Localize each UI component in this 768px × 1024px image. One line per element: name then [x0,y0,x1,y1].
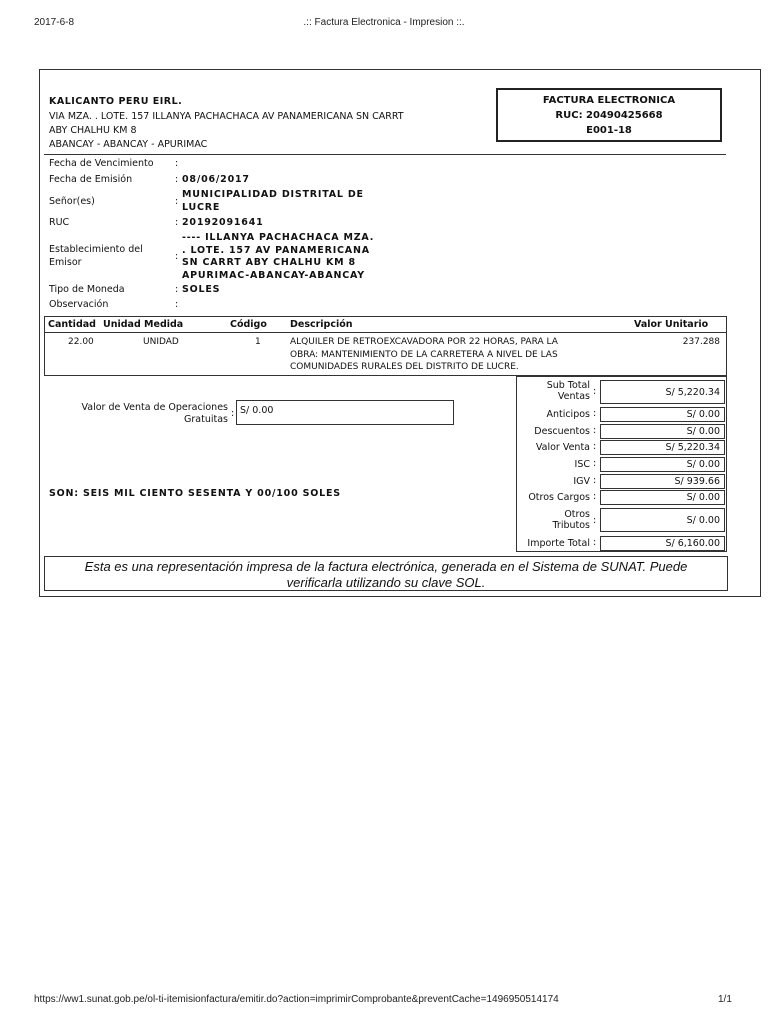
emision-label: Fecha de Emisión [49,174,133,185]
col-header-cantidad: Cantidad [48,319,96,330]
senor-value-line-2: LUCRE [182,201,221,213]
colon: : [593,408,597,419]
gratuitas-value: S/ 0.00 [240,405,274,416]
colon: : [175,174,179,185]
colon: : [593,386,597,397]
isc-label: ISC [574,459,590,470]
issuer-block [49,95,404,152]
row-descripcion-line-2: OBRA: MANTENIMIENTO DE LA CARRETERA A NIVEL DE LAS [290,349,558,360]
colon: : [175,251,179,262]
establecimiento-value-line-4: APURIMAC-ABANCAY-ABANCAY [182,269,365,281]
establecimiento-label [49,244,143,269]
subtotal-value: S/ 5,220.34 [600,380,725,404]
otros-tributos-label-line-2: Tributos [552,520,590,531]
colon: : [593,425,597,436]
document-box [496,88,722,142]
document-number: E001-18 [586,125,632,136]
importe-total-label: Importe Total [527,538,590,549]
amount-in-words: SON: SEIS MIL CIENTO SESENTA Y 00/100 SOLES [49,488,341,499]
colon: : [175,284,179,295]
header-divider [44,154,726,155]
isc-value: S/ 0.00 [600,457,725,472]
colon: : [593,491,597,502]
igv-label: IGV [573,476,590,487]
colon: : [231,408,235,419]
col-header-valor: Valor Unitario [634,319,709,330]
otros-tributos-value: S/ 0.00 [600,508,725,532]
emision-value: 08/06/2017 [182,174,250,185]
issuer-name: KALICANTO PERU EIRL. [49,96,183,107]
subtotal-label-line-1: Sub Total [546,380,590,391]
otros-cargos-label: Otros Cargos [528,492,590,503]
anticipos-value: S/ 0.00 [600,407,725,422]
colon: : [175,196,179,207]
subtotal-label [500,380,590,402]
row-codigo: 1 [255,337,261,347]
print-url: https://ww1.sunat.gob.pe/ol-ti-itemisionfactura/emitir.do?action=imprimirComprobante&preventCache=1496950514174 [34,994,559,1005]
issuer-address-line-1: VIA MZA. . LOTE. 157 ILLANYA PACHACHACA AV PANAMERICANA SN CARRT [49,111,404,122]
moneda-label: Tipo de Moneda [49,284,125,295]
colon: : [593,458,597,469]
descuentos-value: S/ 0.00 [600,424,725,439]
anticipos-label: Anticipos [546,409,590,420]
subtotal-label-line-2: Ventas [557,391,590,402]
col-header-codigo: Código [230,319,267,330]
gratuitas-label [60,402,228,426]
colon: : [593,537,597,548]
issuer-address-line-2: ABY CHALHU KM 8 [49,125,137,136]
colon: : [175,217,179,228]
moneda-value: SOLES [182,284,221,295]
establecimiento-value-line-3: SN CARRT ABY CHALHU KM 8 [182,257,356,268]
print-date: 2017-6-8 [34,17,75,28]
document-ruc: RUC: 20490425668 [555,110,663,121]
gratuitas-value-box [236,400,454,425]
colon: : [175,158,179,169]
col-header-descripcion: Descripción [290,319,353,330]
otros-tributos-label [500,509,590,531]
establecimiento-value-line-2: . LOTE. 157 AV PANAMERICANA [182,244,370,256]
legal-note-line-2: verificarla utilizando su clave SOL. [286,575,486,590]
establecimiento-label-line-1: Establecimiento del [49,244,143,255]
colon: : [593,475,597,486]
issuer-location: ABANCAY - ABANCAY - APURIMAC [49,139,208,150]
vencimiento-label: Fecha de Vencimiento [49,158,154,169]
importe-total-value: S/ 6,160.00 [600,536,725,551]
colon: : [593,441,597,452]
valor-venta-label: Valor Venta [535,442,590,453]
row-descripcion-line-1: ALQUILER DE RETROEXCAVADORA POR 22 HORAS, PARA LA [290,337,558,347]
legal-note-line-1: Esta es una representación impresa de la factura electrónica, generada en el Sistema de SUNAT. Puede [84,559,688,574]
establecimiento-label-line-2: Emisor [49,256,82,268]
items-header-divider [44,332,727,333]
row-descripcion-line-3: COMUNIDADES RURALES DEL DISTRITO DE LUCRE. [290,362,519,372]
observacion-label: Observación [49,299,109,310]
row-valor-unitario: 237.288 [682,337,720,347]
senor-value [182,189,364,214]
ruc-value: 20192091641 [182,217,264,228]
print-page-number: 1/1 [718,994,732,1005]
establecimiento-value-line-1: ---- ILLANYA PACHACHACA MZA. [182,232,375,243]
ruc-label: RUC [49,217,70,228]
gratuitas-label-line-1: Valor de Venta de Operaciones [81,402,228,413]
row-unidad: UNIDAD [143,337,179,347]
col-header-unidad: Unidad Medida [103,319,184,330]
igv-value: S/ 939.66 [600,474,725,489]
document-type: FACTURA ELECTRONICA [542,95,676,106]
colon: : [175,299,179,310]
print-title: .:: Factura Electronica - Impresion ::. [303,17,465,28]
colon: : [593,515,597,526]
establecimiento-value [182,232,374,282]
row-descripcion [290,336,558,374]
senor-value-line-1: MUNICIPALIDAD DISTRITAL DE [182,189,364,200]
gratuitas-label-line-2: Gratuitas [184,414,228,425]
legal-note-box [44,556,728,591]
row-cantidad: 22.00 [68,337,94,347]
valor-venta-value: S/ 5,220.34 [600,440,725,455]
descuentos-label: Descuentos [534,426,590,437]
otros-cargos-value: S/ 0.00 [600,490,725,505]
senor-label: Señor(es) [49,196,95,207]
otros-tributos-label-line-1: Otros [564,509,590,520]
